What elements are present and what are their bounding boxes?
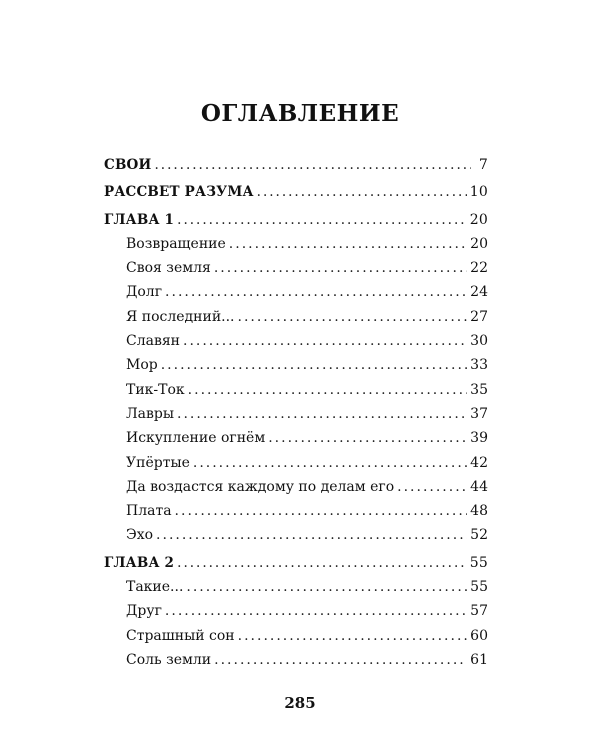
toc-entry-page: 27 [470, 308, 488, 325]
toc-entry[interactable] [104, 624, 488, 648]
toc-entry[interactable] [104, 232, 488, 256]
toc-entry-page: 52 [470, 527, 488, 544]
toc-entry-page: 39 [470, 430, 488, 447]
toc-dot-leader [268, 426, 467, 450]
toc-entry-page: 22 [470, 260, 488, 277]
toc-entry-page: 44 [470, 478, 488, 495]
toc-entry-label: Лавры [126, 405, 175, 422]
toc-dot-leader [175, 499, 468, 523]
toc-entry-label: Упёртые [126, 454, 190, 471]
toc-entry-page: 42 [470, 454, 488, 471]
toc-dot-leader [238, 624, 468, 648]
toc-entry-label: Эхо [126, 527, 154, 544]
toc-dot-leader [193, 451, 467, 475]
toc-dot-leader [183, 329, 467, 353]
toc-dot-leader [214, 256, 467, 280]
toc-entry-label: Своя земля [126, 260, 211, 277]
toc-entry-page: 7 [478, 157, 488, 173]
toc-dot-leader [165, 599, 467, 623]
toc-entry-page: 30 [470, 333, 488, 350]
table-of-contents [104, 153, 488, 672]
toc-entry-page: 37 [470, 405, 488, 422]
toc-entry-page: 55 [470, 579, 488, 596]
toc-entry[interactable] [104, 475, 488, 499]
toc-entry[interactable] [104, 402, 488, 426]
toc-entry-label: Славян [126, 333, 180, 350]
toc-entry-page: 24 [470, 284, 488, 301]
toc-dot-leader [188, 378, 468, 402]
toc-entry-page: 55 [469, 554, 488, 571]
toc-dot-leader [186, 575, 467, 599]
toc-entry-page: 33 [470, 357, 488, 374]
toc-entry-page: 20 [469, 211, 488, 228]
toc-entry-page: 48 [470, 503, 488, 520]
toc-dot-leader [397, 475, 467, 499]
toc-entry-label: Мор [126, 357, 158, 374]
toc-entry[interactable] [104, 256, 488, 280]
toc-entry[interactable] [104, 551, 488, 575]
toc-entry-page: 20 [470, 235, 488, 252]
toc-entry-page: 35 [470, 381, 488, 398]
toc-entry-label: Друг [126, 603, 162, 620]
toc-entry-label: РАССВЕТ РАЗУМА [104, 184, 254, 201]
toc-dot-leader [177, 402, 467, 426]
toc-entry[interactable] [104, 208, 488, 232]
toc-entry[interactable] [104, 353, 488, 377]
page-number: 285 [284, 694, 316, 712]
toc-entry-label: Такие... [126, 579, 184, 596]
toc-entry-label: Да воздастся каждому по делам его [126, 478, 395, 495]
page-title: ОГЛАВЛЕНИЕ [200, 100, 400, 127]
toc-dot-leader [229, 232, 467, 256]
toc-entry-page: 61 [470, 651, 488, 668]
toc-entry[interactable] [104, 523, 488, 547]
toc-entry-label: Тик-Ток [126, 381, 185, 398]
toc-entry[interactable] [104, 648, 488, 672]
toc-entry[interactable] [104, 329, 488, 353]
toc-entry[interactable] [104, 378, 488, 402]
toc-dot-leader [154, 153, 471, 177]
toc-dot-leader [177, 551, 467, 575]
toc-entry-label: СВОИ [104, 157, 152, 173]
toc-entry-page: 10 [469, 184, 488, 201]
toc-dot-leader [177, 208, 467, 232]
toc-entry[interactable] [104, 451, 488, 475]
toc-entry[interactable] [104, 180, 488, 204]
toc-entry[interactable] [104, 575, 488, 599]
toc-entry[interactable] [104, 305, 488, 329]
toc-entry-page: 60 [470, 627, 488, 644]
toc-dot-leader [238, 305, 468, 329]
toc-entry[interactable] [104, 599, 488, 623]
toc-dot-leader [156, 523, 467, 547]
toc-entry[interactable] [104, 499, 488, 523]
toc-entry-label: Я последний... [126, 308, 235, 325]
toc-dot-leader [214, 648, 467, 672]
toc-dot-leader [161, 353, 467, 377]
toc-entry[interactable] [104, 426, 488, 450]
toc-entry-label: Соль земли [126, 651, 212, 668]
toc-entry-label: Искупление огнём [126, 430, 266, 447]
toc-entry-label: Плата [126, 503, 172, 520]
toc-entry-label: Долг [126, 284, 163, 301]
toc-entry-page: 57 [470, 603, 488, 620]
toc-entry[interactable] [104, 153, 488, 177]
toc-entry-label: Возвращение [126, 235, 226, 252]
toc-entry-label: ГЛАВА 1 [104, 211, 175, 228]
toc-dot-leader [165, 280, 467, 304]
toc-entry-label: Страшный сон [126, 627, 235, 644]
toc-dot-leader [257, 180, 467, 204]
toc-entry-label: ГЛАВА 2 [104, 554, 175, 571]
toc-entry[interactable] [104, 280, 488, 304]
